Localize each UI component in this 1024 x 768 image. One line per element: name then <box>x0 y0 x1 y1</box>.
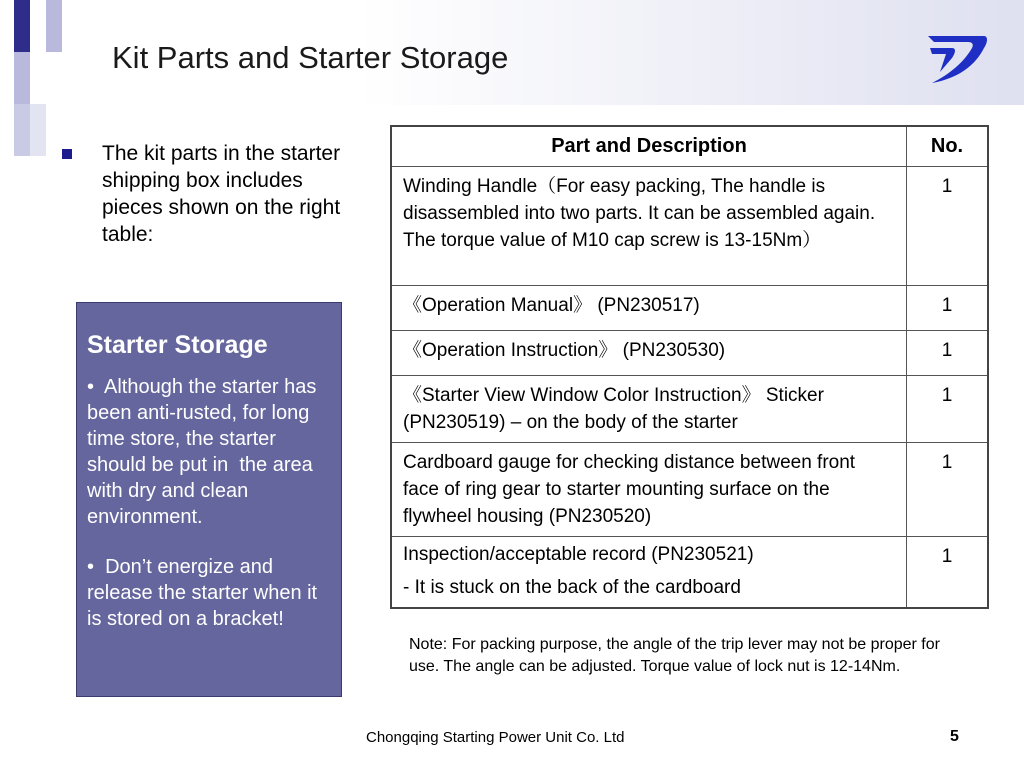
intro-text: The kit parts in the starter shipping box includes pieces shown on the right table: <box>102 142 341 246</box>
part-count: 1 <box>907 286 989 331</box>
storage-title: Starter Storage <box>87 331 268 359</box>
company-logo-icon <box>922 28 992 88</box>
header-number: No. <box>907 126 989 167</box>
intro-bullet <box>62 140 362 248</box>
part-count: 1 <box>907 537 989 609</box>
table-header-row <box>391 126 988 167</box>
table-row <box>391 537 988 609</box>
page-number: 5 <box>950 728 959 745</box>
header-description: Part and Description <box>391 126 907 167</box>
table-row <box>391 331 988 376</box>
decor-square <box>46 0 62 52</box>
packing-note: Note: For packing purpose, the angle of the trip lever may not be proper for use. The angle can be adjusted. Torque value of lock nut is 12-14Nm. <box>409 636 940 675</box>
storage-point: • Although the starter has been anti-rusted, for long time store, the starter should be put in the area with dry and clean environment. <box>87 376 322 528</box>
decor-square <box>14 52 30 104</box>
decor-square <box>30 104 46 156</box>
part-count: 1 <box>907 331 989 376</box>
table-row <box>391 286 988 331</box>
part-description <box>391 537 907 609</box>
part-description: 《Starter View Window Color Instruction》 Sticker (PN230519) – on the body of the starter <box>391 376 907 443</box>
table-row <box>391 443 988 537</box>
part-count: 1 <box>907 443 989 537</box>
decor-square <box>30 0 46 52</box>
table-row <box>391 376 988 443</box>
decor-square <box>46 52 62 104</box>
part-count: 1 <box>907 376 989 443</box>
starter-storage-box <box>76 302 342 697</box>
part-description-line: - It is stuck on the back of the cardboard <box>403 577 741 598</box>
part-description: Cardboard gauge for checking distance between front face of ring gear to starter mounting surface on the flywheel housing (PN230520) <box>391 443 907 537</box>
bullet-square-icon <box>62 149 72 159</box>
decor-square <box>14 104 30 156</box>
part-description: 《Operation Instruction》 (PN230530) <box>391 331 907 376</box>
storage-point: • Don’t energize and release the starter when it is stored on a bracket! <box>87 556 323 630</box>
footer-company: Chongqing Starting Power Unit Co. Ltd <box>366 729 625 746</box>
decor-square <box>30 52 46 104</box>
decor-square <box>14 0 30 52</box>
part-description: 《Operation Manual》 (PN230517) <box>391 286 907 331</box>
part-description: Winding Handle（For easy packing, The handle is disassembled into two parts. It can be assembled again. The torque value of M10 cap screw is 13-15Nm） <box>391 167 907 286</box>
slide-title: Kit Parts and Starter Storage <box>112 40 509 75</box>
decor-square <box>0 52 14 104</box>
kit-parts-table <box>390 125 989 609</box>
part-description-line: Inspection/acceptable record (PN230521) <box>403 544 754 565</box>
decor-square <box>62 0 78 52</box>
part-count: 1 <box>907 167 989 286</box>
table-row <box>391 167 988 286</box>
